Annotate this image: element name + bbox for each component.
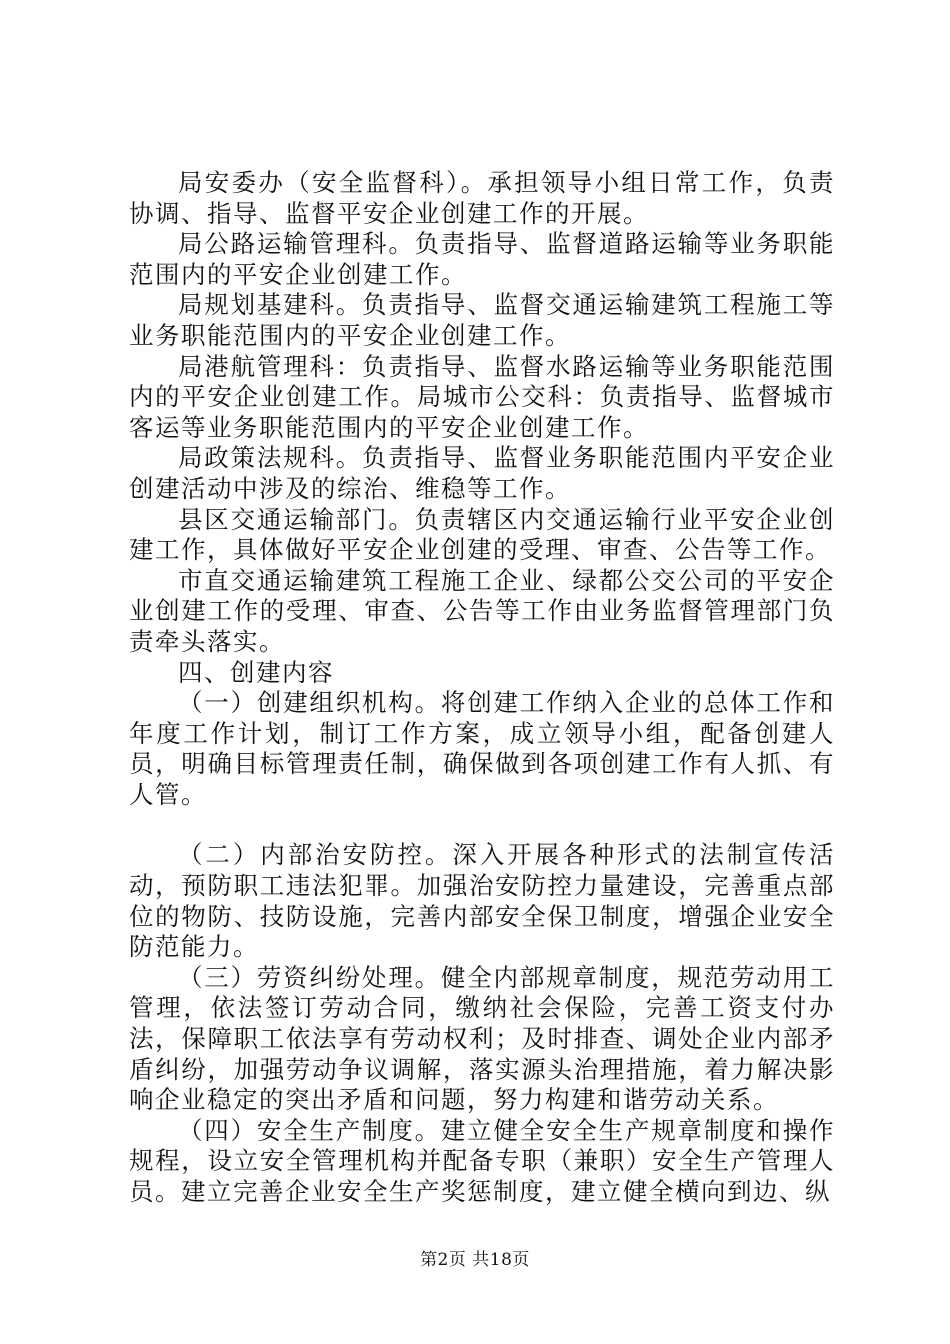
paragraph-county-departments: 县区交通运输部门。负责辖区内交通运输行业平安企业创建工作，具体做好平安企业创建的受理、审查、公告等工作。 — [129, 504, 835, 565]
section-heading-content: 四、创建内容 — [178, 657, 334, 687]
paragraph-port-navigation: 局港航管理科：负责指导、监督水路运输等业务职能范围内的平安企业创建工作。局城市公交科：负责指导、监督城市客运等业务职能范围内的平安企业创建工作。 — [129, 351, 835, 442]
paragraph-item-3: （三）劳资纠纷处理。健全内部规章制度，规范劳动用工管理，依法签订劳动合同，缴纳社会保险，完善工资支付办法，保障职工依法享有劳动权利；及时排查、调处企业内部矛盾纠纷，加强劳动争议调解，落实源头治理措施，着力解决影响企业稳定的突出矛盾和问题，努力构建和谐劳动关系。 — [129, 962, 835, 1115]
paragraph-item-1: （一）创建组织机构。将创建工作纳入企业的总体工作和年度工作计划，制订工作方案，成立领导小组，配备创建人员，明确目标管理责任制，确保做到各项创建工作有人抓、有人管。 — [129, 688, 835, 809]
page-footer: 第2页 共18页 — [420, 1250, 530, 1270]
paragraph-item-2: （二）内部治安防控。深入开展各种形式的法制宣传活动，预防职工违法犯罪。加强治安防控力量建设，完善重点部位的物防、技防设施，完善内部安全保卫制度，增强企业安全防范能力。 — [129, 840, 835, 962]
paragraph-road-transport: 局公路运输管理科。负责指导、监督道路运输等业务职能范围内的平安企业创建工作。 — [129, 229, 835, 289]
paragraph-planning-construction: 局规划基建科。负责指导、监督交通运输建筑工程施工等业务职能范围内的平安企业创建工作。 — [129, 290, 835, 350]
document-body — [129, 168, 835, 1208]
paragraph-safety-office: 局安委办（安全监督科）。承担领导小组日常工作，负责协调、指导、监督平安企业创建工作的开展。 — [129, 168, 835, 228]
paragraph-policy-regulation: 局政策法规科。负责指导、监督业务职能范围内平安企业创建活动中涉及的综治、维稳等工作。 — [129, 443, 835, 503]
paragraph-item-4: （四）安全生产制度。建立健全安全生产规章制度和操作规程，设立安全管理机构并配备专职（兼职）安全生产管理人员。建立完善企业安全生产奖惩制度，建立健全横向到边、纵 — [129, 1115, 835, 1206]
paragraph-municipal-enterprises: 市直交通运输建筑工程施工企业、绿都公交公司的平安企业创建工作的受理、审查、公告等工作由业务监督管理部门负责牵头落实。 — [129, 565, 835, 656]
